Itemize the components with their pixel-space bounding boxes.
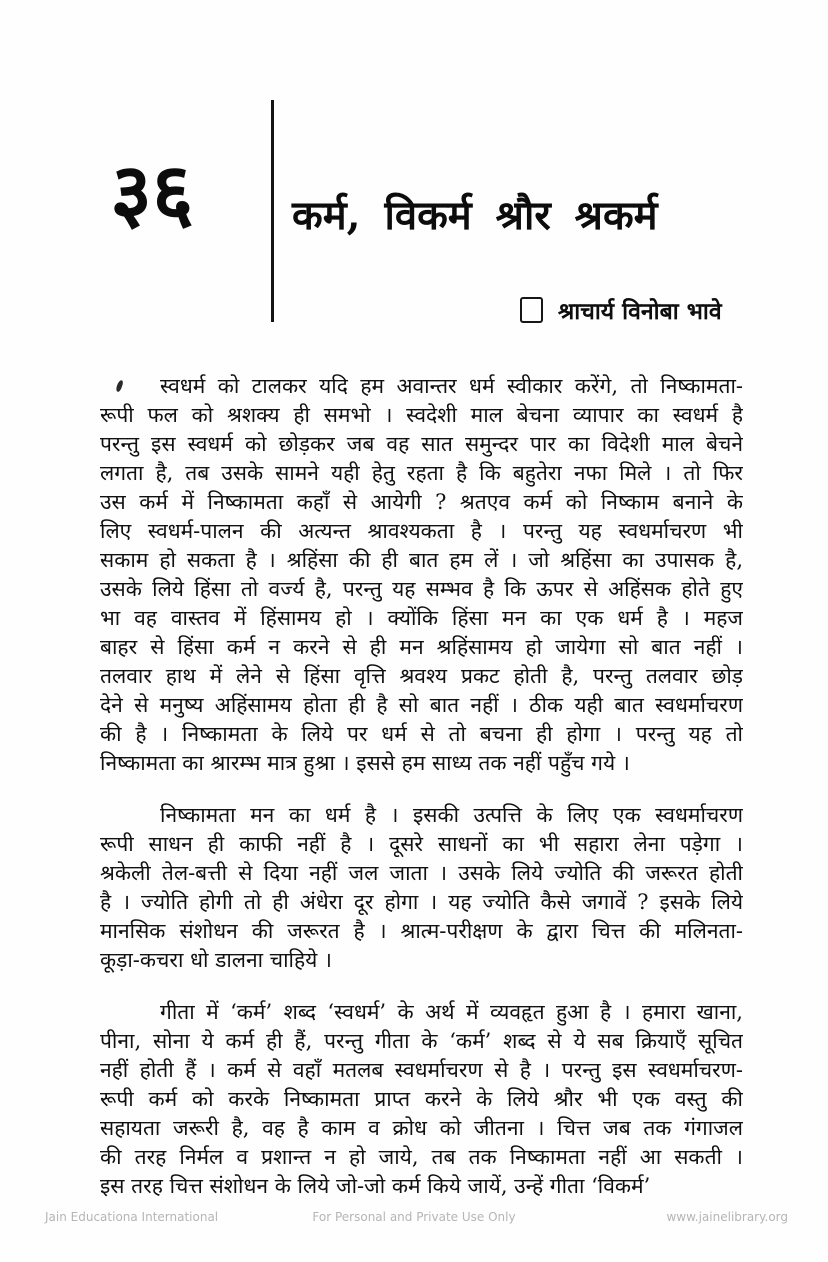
body-text xyxy=(100,372,743,1224)
text-line: लगता है, तब उसके सामने यही हेतु रहता है कि बहुतेरा नफा मिले । तो फिर xyxy=(100,461,743,485)
text-line: गीता में ‘कर्म’ शब्द ‘स्वधर्म’ के अर्थ में व्यवहृत हुआ है । हमारा खाना, xyxy=(160,1000,743,1024)
text-line: उसके लिये हिंसा तो वर्ज्य है, परन्तु यह सम्भव है कि ऊपर से अहिंसक होते हुए xyxy=(100,577,743,601)
text-line: पीना, सोना ये कर्म ही हैं, परन्तु गीता के ‘कर्म’ शब्द से ये सब क्रियाएँ सूचित xyxy=(100,1029,743,1053)
vertical-divider xyxy=(271,100,274,322)
text-line: देने से मनुष्य अहिंसामय होता ही है सो बात नहीं । ठीक यही बात स्वधर्माचरण xyxy=(100,693,743,717)
square-bullet-icon xyxy=(520,297,543,323)
text-line: निष्कामता मन का धर्म है । इसकी उत्पत्ति के लिए एक स्वधर्माचरण xyxy=(160,803,743,827)
text-line: रूपी फल को श्रशक्य ही समभो । स्वदेशी माल बेचना व्यापार का स्वधर्म है xyxy=(100,403,743,427)
text-line: की तरह निर्मल व प्रशान्त न हो जाये, तब तक निष्कामता नहीं आ सकती । xyxy=(100,1145,743,1169)
text-line: नहीं होती हैं । कर्म से वहाँ मतलब स्वधर्माचरण से है । परन्तु इस स्वधर्माचरण- xyxy=(100,1058,743,1082)
text-line: की है । निष्कामता के लिये पर धर्म से तो बचना ही होगा । परन्तु यह तो xyxy=(100,722,743,746)
text-line: भा वह वास्तव में हिंसामय हो । क्योंकि हिंसा मन का एक धर्म है । महज xyxy=(100,606,743,630)
chapter-number: ३६ xyxy=(110,145,194,239)
text-line: निष्कामता का श्रारम्भ मात्र हुश्रा । इससे हम साध्य तक नहीं पहुँच गये । xyxy=(100,751,630,775)
author-name: श्राचार्य विनोबा भावे xyxy=(558,298,722,325)
text-line: लिए स्वधर्म-पालन की अत्यन्त श्रावश्यकता है । परन्तु यह स्वधर्माचरण भी xyxy=(100,519,743,543)
footer-publisher: Jain Educationa International xyxy=(45,1210,219,1224)
text-line: रूपी साधन ही काफी नहीं है । दूसरे साधनों का भी सहारा लेना पड़ेगा । xyxy=(100,832,743,856)
paragraph xyxy=(100,998,743,1201)
page-footer xyxy=(0,1210,828,1230)
text-line: बाहर से हिंसा कर्म न करने से ही मन श्रहिंसामय हो जायेगा सो बात नहीं । xyxy=(100,635,743,659)
text-line: मानसिक संशोधन की जरूरत है । श्रात्म-परीक्षण के द्वारा चित्त की मलिनता- xyxy=(100,919,743,943)
footer-usage-notice: For Personal and Private Use Only xyxy=(312,1210,516,1224)
author-attribution xyxy=(520,294,722,326)
text-line: परन्तु इस स्वधर्म को छोड़कर जब वह सात समुन्दर पार का विदेशी माल बेचने xyxy=(100,432,743,456)
paragraph xyxy=(100,801,743,975)
text-line: रूपी कर्म को करके निष्कामता प्राप्त करने के लिये श्रौर भी एक वस्तु की xyxy=(100,1087,743,1111)
text-line: श्रकेली तेल-बत्ती से दिया नहीं जल जाता । उसके लिये ज्योति की जरूरत होती xyxy=(100,861,743,885)
text-line: तलवार हाथ में लेने से हिंसा वृत्ति श्रवश्य प्रकट होती है, परन्तु तलवार छोड़ xyxy=(100,664,743,688)
paragraph xyxy=(100,372,743,778)
text-line: सहायता जरूरी है, वह है काम व क्रोध को जीतना । चित्त जब तक गंगाजल xyxy=(100,1116,743,1140)
footer-website: www.jainelibrary.org xyxy=(666,1210,788,1224)
text-line: सकाम हो सकता है । श्रहिंसा की ही बात हम लें । जो श्रहिंसा का उपासक है, xyxy=(100,548,743,572)
text-line: इस तरह चित्त संशोधन के लिये जो-जो कर्म किये जायें, उन्हें गीता ‘विकर्म’ xyxy=(100,1174,651,1198)
text-line: स्वधर्म को टालकर यदि हम अवान्तर धर्म स्वीकार करेंगे, तो निष्कामता- xyxy=(160,374,743,398)
chapter-title: कर्म, विकर्म श्रौर श्रकर्म xyxy=(292,192,658,239)
text-line: है । ज्योति होगी तो ही अंधेरा दूर होगा । यह ज्योति कैसे जगावें ? इसके लिये xyxy=(100,890,743,914)
text-line: कूड़ा-कचरा धो डालना चाहिये । xyxy=(100,948,332,972)
text-line: उस कर्म में निष्कामता कहाँ से आयेगी ? श्रतएव कर्म को निष्काम बनाने के xyxy=(100,490,743,514)
